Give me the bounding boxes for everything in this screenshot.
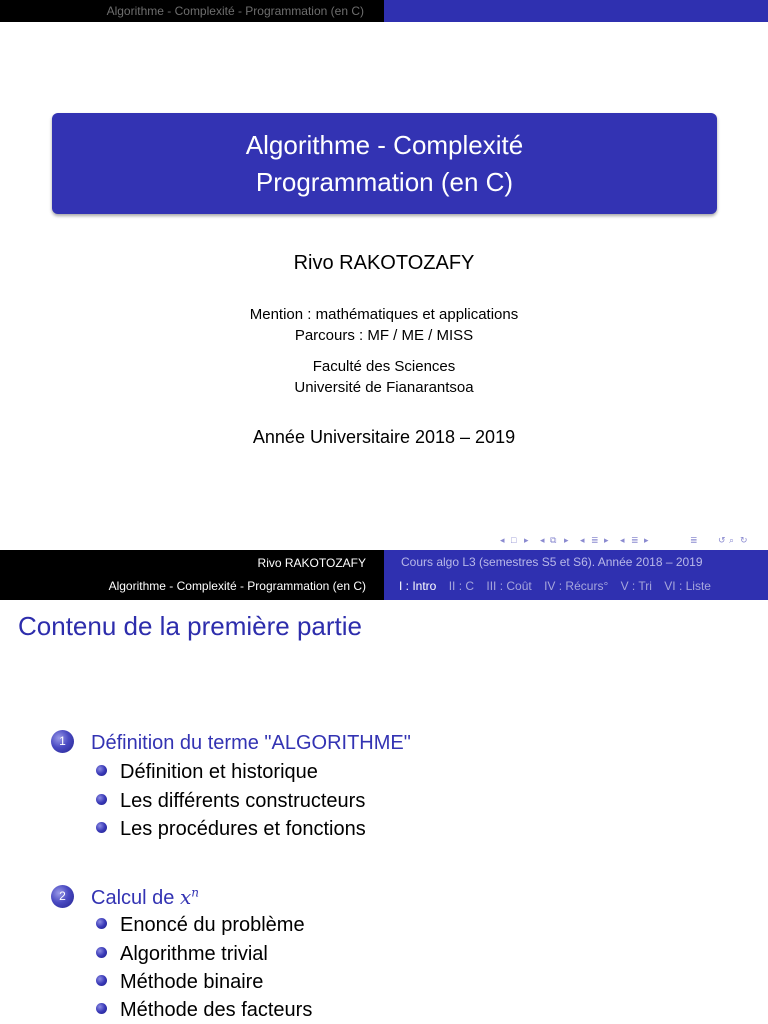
section-number-ball: 1 [51, 730, 74, 753]
mention-line: Mention : mathématiques et applications [249, 306, 519, 323]
section-link-intro[interactable]: I : Intro [399, 579, 437, 593]
slide1-header-bar [0, 0, 768, 22]
section-link-recursion[interactable]: IV : Récurs° [544, 579, 609, 593]
nav-prev-arrow-icon[interactable]: ◂ [500, 535, 505, 545]
section-title: Calcul de [91, 887, 175, 909]
nav-prev-arrow-icon[interactable]: ◂ [620, 535, 625, 545]
slide2-header-bar [0, 550, 768, 600]
title-block [52, 113, 717, 214]
bullet-icon [96, 975, 107, 986]
section-title: Définition du terme "ALGORITHME" [91, 732, 411, 754]
course-info: Cours algo L3 (semestres S5 et S6). Année 2018 – 2019 [401, 555, 703, 569]
navigation-symbols [500, 533, 762, 547]
faculty-line: Faculté des Sciences [312, 358, 456, 375]
academic-year: Année Universitaire 2018 – 2019 [252, 427, 516, 447]
nav-prev-arrow-icon[interactable]: ◂ [580, 535, 585, 545]
nav-forward-icon[interactable]: ↻ [740, 535, 748, 545]
nav-next-arrow-icon[interactable]: ▸ [564, 535, 569, 545]
nav-search-icon[interactable]: ⌕ [729, 535, 735, 545]
slide1-header-right [384, 0, 768, 22]
slide1-header-title: Algorithme - Complexité - Programmation (en C) [106, 4, 364, 18]
section-link-tri[interactable]: V : Tri [620, 579, 652, 593]
section-link-cout[interactable]: III : Coût [486, 579, 532, 593]
outline-section-1 [51, 732, 411, 755]
nav-prev-arrow-icon[interactable]: ◂ [540, 535, 545, 545]
nav-next-arrow-icon[interactable]: ▸ [604, 535, 609, 545]
outline-item: Méthode des facteurs [96, 999, 312, 1022]
slide2-header-author: Rivo RAKOTOZAFY [257, 556, 366, 570]
outline-item: Algorithme trivial [96, 943, 268, 966]
section-navigation [399, 579, 720, 593]
slide1-header-left [0, 0, 384, 22]
slide2-header-right [384, 550, 768, 600]
outline-item: Définition et historique [96, 761, 318, 784]
nav-section-icon[interactable]: ≣ [591, 535, 599, 545]
nav-document-icon[interactable]: ≣ [631, 535, 639, 545]
outline-item: Enoncé du problème [96, 914, 305, 937]
slide2-header-title: Algorithme - Complexité - Programmation (en C) [108, 579, 366, 593]
nav-subsection-icon[interactable]: ⧉ [550, 535, 557, 545]
nav-back-icon[interactable]: ↺ [718, 535, 726, 545]
university-line: Université de Fianarantsoa [294, 379, 474, 396]
nav-next-arrow-icon[interactable]: ▸ [524, 535, 529, 545]
nav-next-arrow-icon[interactable]: ▸ [644, 535, 649, 545]
section-link-c[interactable]: II : C [448, 579, 475, 593]
bullet-icon [96, 947, 107, 958]
bullet-icon [96, 794, 107, 805]
institute-faculty-block [0, 356, 768, 398]
bullet-icon [96, 1003, 107, 1014]
nav-toc-icon[interactable]: ≣ [690, 535, 698, 545]
title-line-2: Programmation (en C) [255, 167, 514, 197]
outline-item: Les différents constructeurs [96, 790, 365, 813]
math-expression: $x^n$ [179, 885, 199, 909]
title-line-1: Algorithme - Complexité [245, 130, 524, 160]
section-link-liste[interactable]: VI : Liste [664, 579, 711, 593]
author-name: Rivo RAKOTOZAFY [293, 252, 475, 274]
parcours-line: Parcours : MF / ME / MISS [294, 327, 474, 344]
section-number-ball: 2 [51, 885, 74, 908]
bullet-icon [96, 765, 107, 776]
bullet-icon [96, 918, 107, 929]
outline-item: Méthode binaire [96, 971, 263, 994]
bullet-icon [96, 822, 107, 833]
outline-item: Les procédures et fonctions [96, 818, 366, 841]
slide2-header-left [0, 550, 384, 600]
institute-mention-block [0, 304, 768, 346]
outline-section-2 [51, 885, 199, 910]
nav-frame-icon[interactable]: □ [511, 535, 517, 545]
frame-title: Contenu de la première partie [18, 611, 362, 641]
